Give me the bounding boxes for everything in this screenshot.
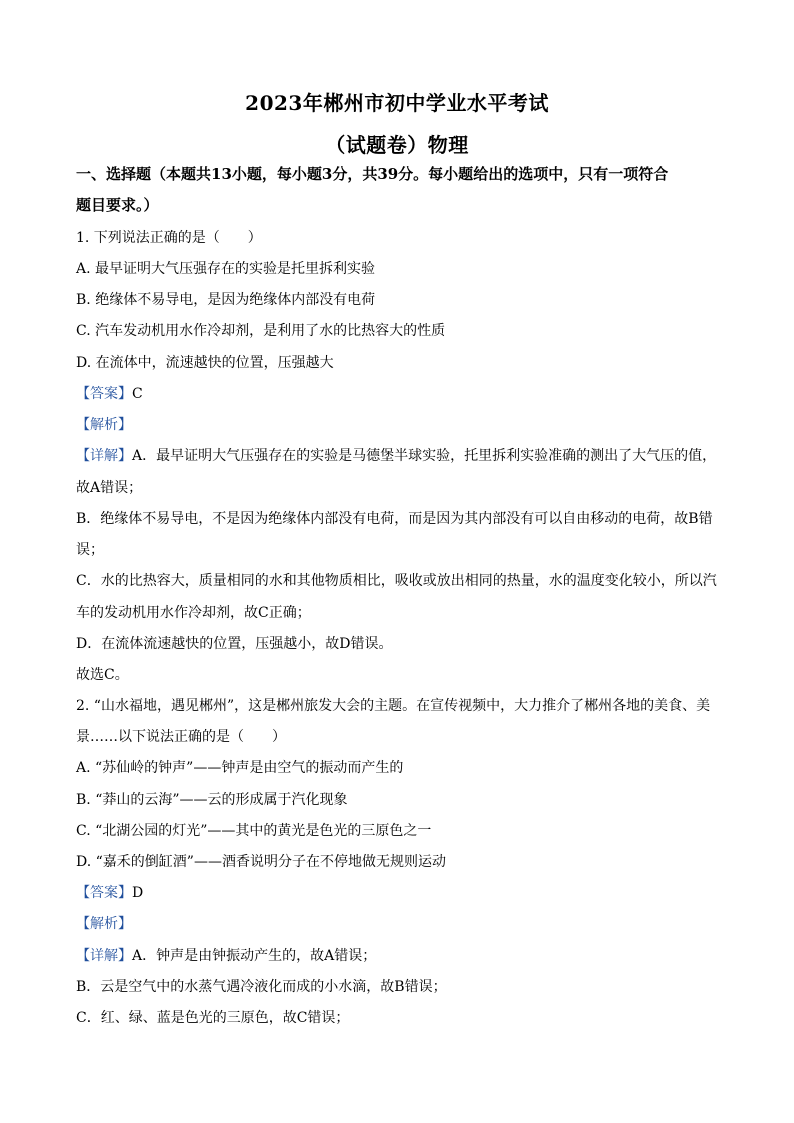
q2-detail-c: C．红、绿、蓝是色光的三原色，故C错误；	[76, 1010, 350, 1026]
q2-detail-a	[76, 946, 376, 966]
q2-stem-cont: 景……以下说法正确的是（ ）	[76, 729, 286, 745]
q1-detail-c: C．水的比热容大，质量相同的水和其他物质相比，吸收或放出相同的热量，水的温度变化较小，所以汽	[76, 573, 717, 589]
q1-analysis-label: 【解析】	[76, 417, 132, 433]
q1-detail-b: B．绝缘体不易导电，不是因为绝缘体内部没有电荷，而是因为其内部没有可以自由移动的电荷，故B错	[76, 511, 713, 527]
q1-option-d: D. 在流体中，流速越快的位置，压强越大	[76, 355, 334, 371]
q1-detail-d: D．在流体流速越快的位置，压强越小，故D错误。	[76, 636, 393, 652]
q1-detail-a-cont: 故A错误；	[76, 480, 143, 496]
q1-answer-label: 【答案】	[76, 386, 132, 402]
q1-detail-a-text: A．最早证明大气压强存在的实验是马德堡半球实验，托里拆利实验准确的测出了大气压的值，	[132, 448, 717, 464]
q1-detail-c-cont: 车的发动机用水作冷却剂，故C正确；	[76, 605, 311, 621]
section-header-cont: 题目要求。）	[76, 196, 159, 214]
q2-detail-label: 【详解】	[76, 948, 132, 964]
q1-option-a: A. 最早证明大气压强存在的实验是托里拆利实验	[76, 261, 376, 277]
page-subtitle: （试题卷）物理	[325, 133, 469, 157]
section-header: 一、选择题（本题共13小题，每小题3分，共39分。每小题给出的选项中，只有一项符合	[76, 165, 669, 183]
q1-detail-b-cont: 误；	[76, 542, 104, 558]
q1-stem: 1. 下列说法正确的是（ ）	[76, 230, 262, 246]
q1-answer	[76, 384, 143, 404]
q2-detail-a-text: A．钟声是由钟振动产生的，故A错误；	[132, 948, 377, 964]
q2-option-a: A. “苏仙岭的钟声”——钟声是由空气的振动而产生的	[76, 760, 404, 776]
q2-answer	[76, 883, 143, 903]
q2-option-c: C. “北湖公园的灯光”——其中的黄光是色光的三原色之一	[76, 823, 432, 839]
q2-answer-label: 【答案】	[76, 885, 132, 901]
q2-analysis-label: 【解析】	[76, 916, 132, 932]
q1-option-c: C. 汽车发动机用水作冷却剂，是利用了水的比热容大的性质	[76, 323, 446, 339]
q2-answer-value: D	[132, 885, 144, 901]
q2-detail-b: B．云是空气中的水蒸气遇冷液化而成的小水滴，故B错误；	[76, 979, 447, 995]
q2-option-b: B. “莽山的云海”——云的形成属于汽化现象	[76, 792, 348, 808]
page-title: 2023年郴州市初中学业水平考试	[245, 91, 549, 115]
q1-detail-label: 【详解】	[76, 448, 132, 464]
q1-detail-a	[76, 446, 716, 466]
q2-option-d: D. “嘉禾的倒缸酒”——酒香说明分子在不停地做无规则运动	[76, 854, 446, 870]
q1-conclusion: 故选C。	[76, 667, 129, 683]
q1-answer-value: C	[132, 386, 143, 402]
q1-option-b: B. 绝缘体不易导电，是因为绝缘体内部没有电荷	[76, 292, 376, 308]
q2-stem: 2. “山水福地，遇见郴州”，这是郴州旅发大会的主题。在宣传视频中，大力推介了郴州各地的美食、美	[76, 698, 711, 714]
